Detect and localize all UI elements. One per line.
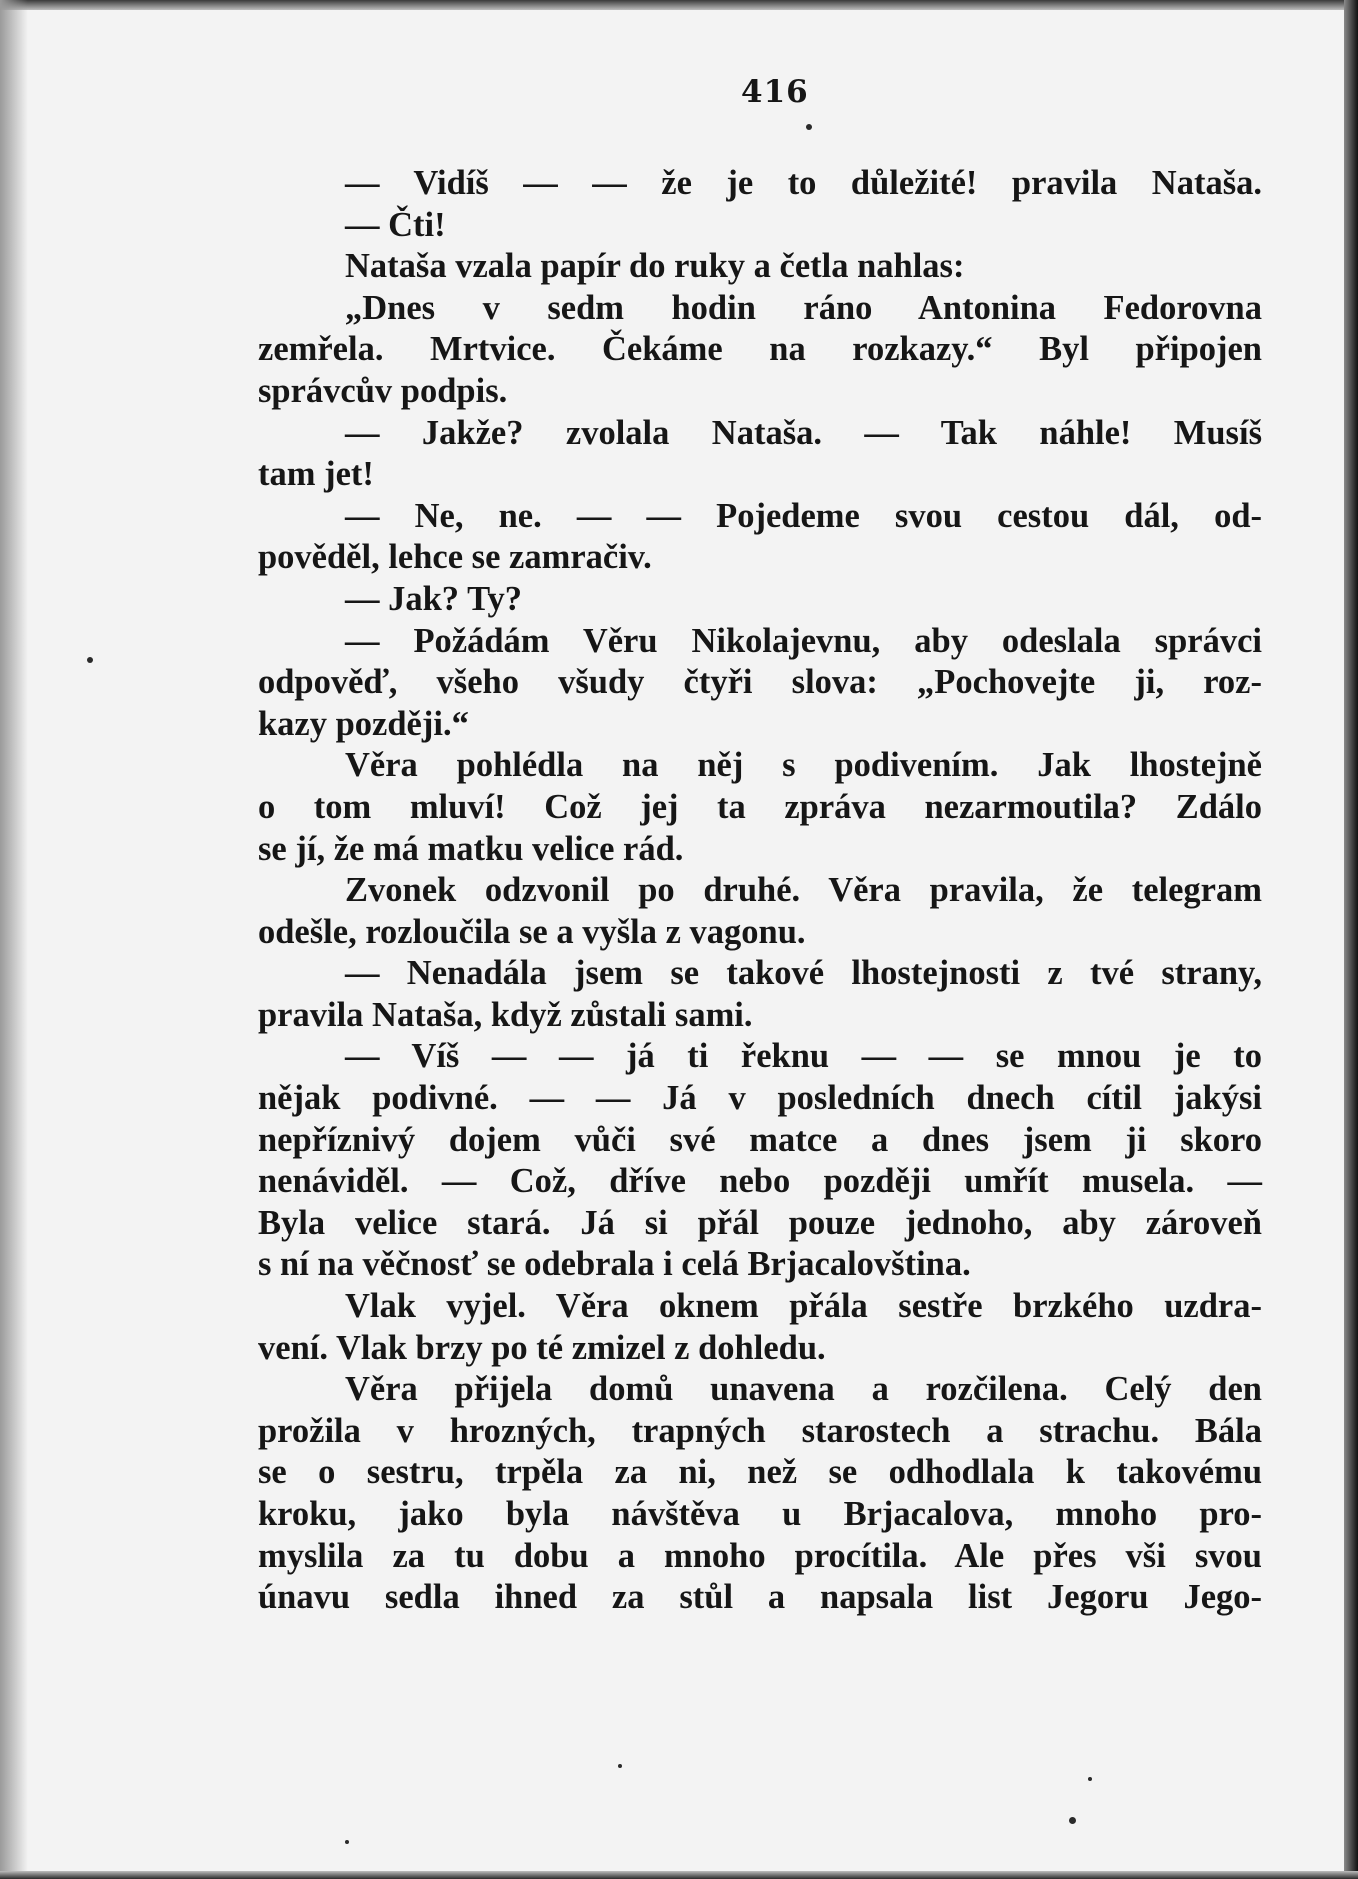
text-line: pověděl, lehce se zamračiv.: [258, 538, 652, 577]
text-line: nenáviděl. — Což, dříve nebo později umřít musela. —: [258, 1162, 1262, 1201]
text-line: Věra přijela domů unavena a rozčilena. Celý den: [345, 1370, 1262, 1409]
print-speck: [87, 657, 93, 663]
text-line: únavu sedla ihned za stůl a napsala list Jegoru Jego-: [258, 1578, 1262, 1617]
text-line: Vlak vyjel. Věra oknem přála sestře brzkého uzdra-: [345, 1287, 1262, 1326]
text-line: prožila v hrozných, trapných starostech a strachu. Bála: [258, 1411, 1262, 1450]
print-speck: [1088, 1777, 1092, 1781]
text-line: Byla velice stará. Já si přál pouze jednoho, aby zároveň: [258, 1203, 1262, 1242]
text-line: zemřela. Mrtvice. Čekáme na rozkazy.“ Byl připojen: [258, 330, 1262, 369]
text-line: Nataša vzala papír do ruky a četla nahlas:: [345, 247, 965, 286]
page-number: 416: [741, 74, 809, 110]
text-line: se o sestru, trpěla za ni, než se odhodlala k takovému: [258, 1453, 1262, 1492]
text-line: „Dnes v sedm hodin ráno Antonina Fedorovna: [345, 288, 1262, 327]
page-left-shadow: [0, 0, 28, 1879]
text-line: odpověď, všeho všudy čtyři slova: „Pochovejte ji, roz-: [258, 663, 1262, 702]
body-text: [258, 163, 1262, 1619]
text-line: — Jakže? zvolala Nataša. — Tak náhle! Musíš: [345, 413, 1262, 452]
text-line: — Nenadála jsem se takové lhostejnosti z tvé strany,: [345, 954, 1262, 993]
print-speck: [1069, 1817, 1076, 1824]
text-line: o tom mluví! Což jej ta zpráva nezarmoutila? Zdálo: [258, 787, 1262, 826]
text-line: pravila Nataša, když zůstali sami.: [258, 995, 753, 1034]
text-line: nějak podivné. — — Já v posledních dnech cítil jakýsi: [258, 1079, 1262, 1118]
text-line: se jí, že má matku velice rád.: [258, 829, 684, 868]
text-line: kazy později.“: [258, 704, 469, 743]
text-line: myslila za tu dobu a mnoho procítila. Ale přes vši svou: [258, 1536, 1262, 1575]
page-top-edge: [0, 0, 1358, 10]
page-right-edge: [1344, 0, 1358, 1879]
text-line: — Čti!: [345, 205, 446, 244]
text-line: — Požádám Věru Nikolajevnu, aby odeslala správci: [345, 621, 1262, 660]
text-line: kroku, jako byla návštěva u Brjacalova, mnoho pro-: [258, 1495, 1262, 1533]
text-line: Zvonek odzvonil po druhé. Věra pravila, že telegram: [345, 871, 1262, 910]
text-line: — Vidíš — — že je to důležité! pravila Nataša.: [345, 164, 1262, 202]
print-speck: [618, 1764, 622, 1768]
text-line: nepříznivý dojem vůči své matce a dnes jsem ji skoro: [258, 1120, 1262, 1159]
text-line: tam jet!: [258, 455, 374, 494]
text-line: Věra pohlédla na něj s podivením. Jak lhostejně: [345, 746, 1262, 785]
text-line: odešle, rozloučila se a vyšla z vagonu.: [258, 912, 806, 951]
text-line: — Víš — — já ti řeknu — — se mnou je to: [345, 1037, 1262, 1076]
print-speck: [345, 1840, 349, 1844]
text-line: s ní na věčnosť se odebrala i celá Brjacalovština.: [258, 1245, 971, 1284]
print-speck: [806, 124, 812, 130]
page-bottom-edge: [0, 1871, 1358, 1879]
text-line: vení. Vlak brzy po té zmizel z dohledu.: [258, 1328, 826, 1367]
text-line: — Jak? Ty?: [345, 579, 523, 618]
text-line: — Ne, ne. — — Pojedeme svou cestou dál, od-: [345, 496, 1262, 535]
text-line: správcův podpis.: [258, 371, 508, 410]
